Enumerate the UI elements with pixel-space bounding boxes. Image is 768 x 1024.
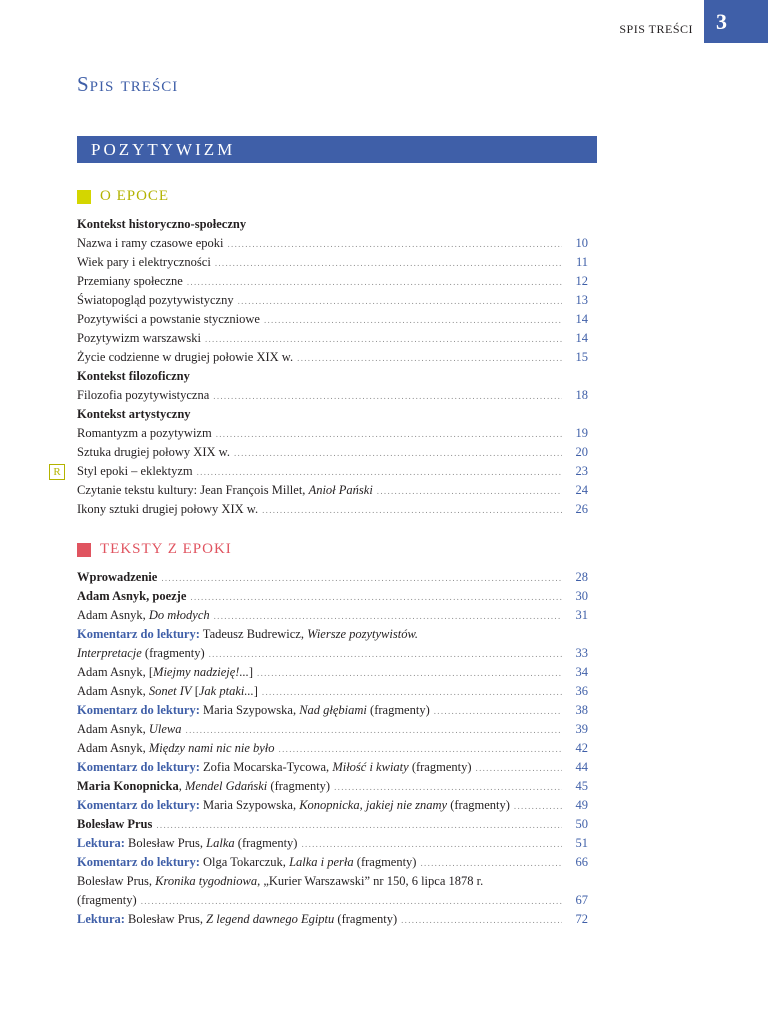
toc-page-number: 20 [575,445,588,459]
toc-page-number: 31 [575,608,588,622]
section-square-icon [77,190,91,204]
toc-page-number: 33 [575,646,588,660]
part-banner: POZYTYWIZM [77,136,597,163]
toc-page-number: 51 [575,836,588,850]
section-heading-label: O EPOCE [100,188,170,204]
toc-entry[interactable]: Czytanie tekstu kultury: Jean François Millet, Anioł Pański ..... 24 [77,481,588,500]
toc-page-number: 50 [575,817,588,831]
toc-entry[interactable]: Filozofia pozytywistyczna ..... 18 [77,386,588,405]
page-title: Spis treści [77,72,179,96]
toc-entry[interactable]: Komentarz do lektury: Zofia Mocarska-Tycowa, Miłość i kwiaty (fragmenty) ..... 44 [77,758,588,777]
toc-page-number: 67 [575,893,588,907]
section-square-icon [77,543,91,557]
toc-entry[interactable]: Ikony sztuki drugiej połowy XIX w. ..... 26 [77,500,588,519]
toc-page-number: 39 [575,722,588,736]
running-head: SPIS TREŚCI [619,22,693,36]
toc-entry[interactable]: Adam Asnyk, Sonet IV [Jak ptaki...] ..... 36 [77,682,588,701]
toc-page-number: 12 [575,274,588,288]
toc-entry[interactable]: Komentarz do lektury: Tadeusz Budrewicz, Wiersze pozytywistów. [77,627,418,641]
page-number: 3 [704,0,768,43]
toc-page-number: 38 [575,703,588,717]
section-heading-epoch [77,188,169,205]
toc-texts-list [77,568,588,929]
toc-heading: Kontekst filozoficzny [77,369,190,383]
toc-page-number: 28 [575,570,588,584]
section-heading-label: TEKSTY Z EPOKI [100,541,232,557]
toc-page-number: 24 [575,483,588,497]
toc-entry[interactable]: Życie codzienne w drugiej połowie XIX w. ..... 15 [77,348,588,367]
toc-page-number: 14 [575,331,588,345]
toc-page-number: 19 [575,426,588,440]
toc-page-number: 45 [575,779,588,793]
toc-entry[interactable]: Wiek pary i elektryczności ..... 11 [77,253,588,272]
toc-page-number: 15 [575,350,588,364]
toc-entry[interactable]: Adam Asnyk, Do młodych ..... 31 [77,606,588,625]
toc-entry-continued[interactable]: (fragmenty) ..... 67 [77,891,588,910]
toc-entry[interactable]: Sztuka drugiej połowy XIX w. ..... 20 [77,443,588,462]
toc-entry[interactable]: Komentarz do lektury: Olga Tokarczuk, Lalka i perła (fragmenty) ..... 66 [77,853,588,872]
toc-page-number: 36 [575,684,588,698]
extended-level-marker: R [49,464,65,480]
toc-page-number: 44 [575,760,588,774]
toc-entry[interactable]: Lektura: Bolesław Prus, Z legend dawnego Egiptu (fragmenty) ..... 72 [77,910,588,929]
toc-page-number: 72 [575,912,588,926]
toc-epoch-list [53,215,588,519]
toc-page-number: 26 [575,502,588,516]
toc-page-number: 10 [575,236,588,250]
toc-page-number: 42 [575,741,588,755]
toc-entry[interactable]: Pozytywizm warszawski ..... 14 [77,329,588,348]
section-heading-texts [77,541,232,558]
toc-page-number: 34 [575,665,588,679]
toc-entry-continued[interactable]: Interpretacje (fragmenty) ..... 33 [77,644,588,663]
toc-page-number: 14 [575,312,588,326]
toc-heading: Kontekst artystyczny [77,407,191,421]
toc-entry[interactable]: Romantyzm a pozytywizm ..... 19 [77,424,588,443]
toc-entry[interactable]: Nazwa i ramy czasowe epoki ..... 10 [77,234,588,253]
toc-page-number: 13 [575,293,588,307]
toc-page-number: 30 [575,589,588,603]
toc-heading: Kontekst historyczno-społeczny [77,217,247,231]
toc-page-number: 18 [575,388,588,402]
toc-page-number: 23 [575,464,588,478]
toc-entry[interactable]: Wprowadzenie ..... 28 [77,568,588,587]
toc-entry[interactable]: Adam Asnyk, Między nami nic nie było ..... 42 [77,739,588,758]
toc-entry[interactable]: Bolesław Prus, Kronika tygodniowa, „Kurier Warszawski” nr 150, 6 lipca 1878 r. [77,874,484,888]
toc-entry[interactable]: Adam Asnyk, Ulewa ..... 39 [77,720,588,739]
toc-page-number: 11 [575,255,588,269]
toc-entry[interactable]: Przemiany społeczne ..... 12 [77,272,588,291]
toc-entry[interactable]: Pozytywiści a powstanie styczniowe ..... 14 [77,310,588,329]
toc-entry[interactable]: Komentarz do lektury: Maria Szypowska, Konopnicka, jakiej nie znamy (fragmenty) ..... 49 [77,796,588,815]
toc-page-number: 66 [575,855,588,869]
toc-entry[interactable]: Bolesław Prus ..... 50 [77,815,588,834]
toc-entry[interactable]: R Styl epoki – eklektyzm ..... 23 [77,462,588,481]
toc-page-number: 49 [575,798,588,812]
toc-entry[interactable]: Komentarz do lektury: Maria Szypowska, Nad głębiami (fragmenty) ..... 38 [77,701,588,720]
toc-entry[interactable]: Lektura: Bolesław Prus, Lalka (fragmenty) ..... 51 [77,834,588,853]
toc-entry[interactable]: Adam Asnyk, [Miejmy nadzieję!...] ..... 34 [77,663,588,682]
toc-entry[interactable]: Światopogląd pozytywistyczny ..... 13 [77,291,588,310]
toc-entry[interactable]: Maria Konopnicka, Mendel Gdański (fragmenty) ..... 45 [77,777,588,796]
toc-entry[interactable]: Adam Asnyk, poezje ..... 30 [77,587,588,606]
